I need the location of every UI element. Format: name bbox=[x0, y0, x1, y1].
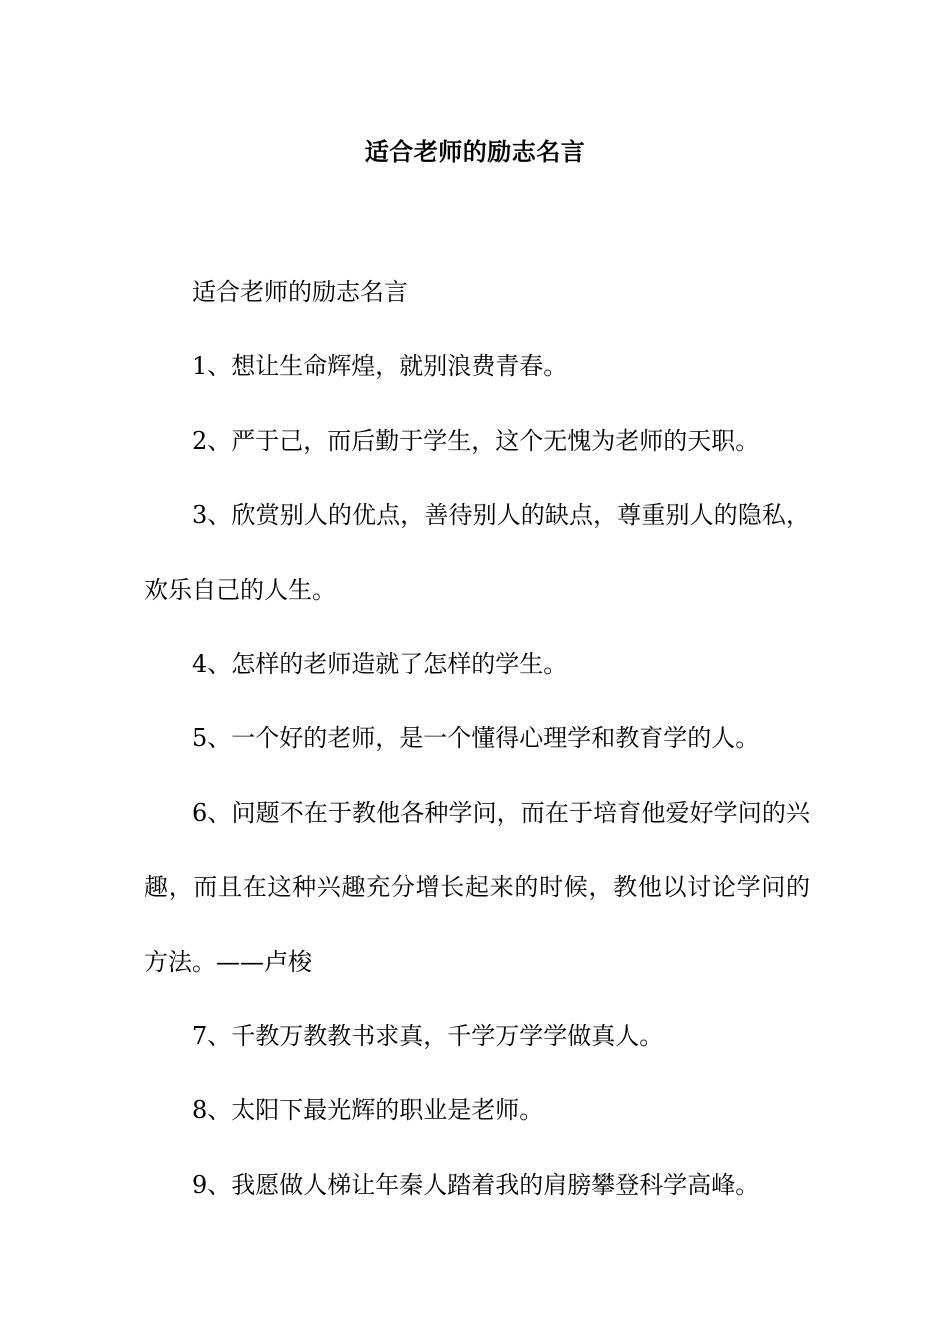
quote-item-3: 3、欣赏别人的优点，善待别人的缺点，尊重别人的隐私，欢乐自己的人生。 bbox=[144, 501, 810, 604]
quote-item-6: 6、问题不在于教他各种学问，而在于培育他爱好学问的兴趣，而且在这种兴趣充分增长起来的时候，教他以讨论学问的方法。——卢梭 bbox=[144, 798, 810, 976]
quote-item-5: 5、一个好的老师，是一个懂得心理学和教育学的人。 bbox=[192, 724, 760, 753]
document-title: 适合老师的励志名言 bbox=[364, 137, 586, 166]
quote-item-8: 8、太阳下最光辉的职业是老师。 bbox=[192, 1096, 544, 1125]
quote-item-4: 4、怎样的老师造就了怎样的学生。 bbox=[192, 650, 568, 679]
quote-item-1: 1、想让生命辉煌，就别浪费青春。 bbox=[192, 352, 568, 381]
quote-item-7: 7、千教万教教书求真，千学万学学做真人。 bbox=[192, 1022, 664, 1051]
quote-item-9: 9、我愿做人梯让年秦人踏着我的肩膀攀登科学高峰。 bbox=[192, 1170, 760, 1199]
document-body bbox=[144, 255, 810, 1222]
quote-item-2: 2、严于己，而后勤于学生，这个无愧为老师的天职。 bbox=[192, 426, 760, 455]
paragraph-heading: 适合老师的励志名言 bbox=[192, 278, 408, 306]
